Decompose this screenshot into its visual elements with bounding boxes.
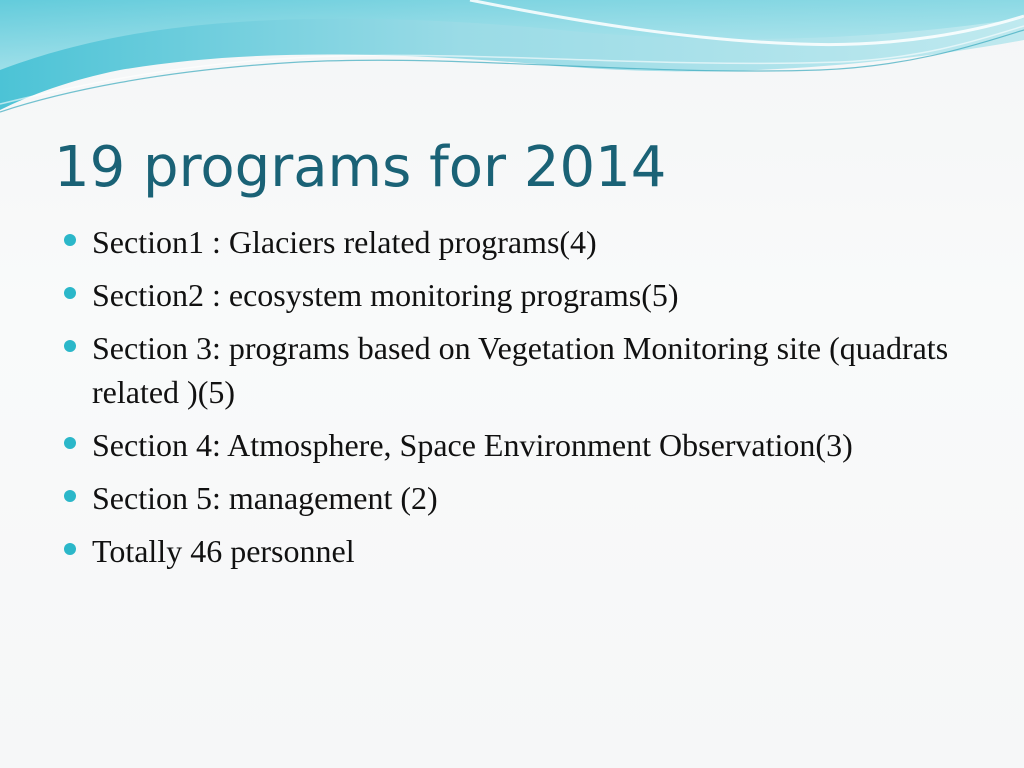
- slide-title: 19 programs for 2014: [54, 135, 667, 200]
- bullet-item: [92, 220, 972, 264]
- bullet-text: Section2 : ecosystem monitoring programs(5): [92, 277, 679, 313]
- header-wave-decoration: [0, 0, 1024, 130]
- bullet-dot-icon: [64, 543, 76, 555]
- bullet-text: Section 4: Atmosphere, Space Environment Observation(3): [92, 427, 853, 463]
- bullet-text: Section 5: management (2): [92, 480, 438, 516]
- bullet-item: [92, 529, 972, 573]
- bullet-dot-icon: [64, 437, 76, 449]
- bullet-dot-icon: [64, 340, 76, 352]
- bullet-text: Section1 : Glaciers related programs(4): [92, 224, 597, 260]
- bullet-item: [92, 423, 972, 467]
- bullet-text: Section 3: programs based on Vegetation Monitoring site (quadrats related )(5): [92, 330, 949, 410]
- bullet-dot-icon: [64, 490, 76, 502]
- bullet-item: [92, 476, 972, 520]
- bullet-item: [92, 326, 972, 414]
- bullet-text: Totally 46 personnel: [92, 533, 355, 569]
- bullet-item: [92, 273, 972, 317]
- bullet-list: [92, 220, 972, 582]
- bullet-dot-icon: [64, 287, 76, 299]
- bullet-dot-icon: [64, 234, 76, 246]
